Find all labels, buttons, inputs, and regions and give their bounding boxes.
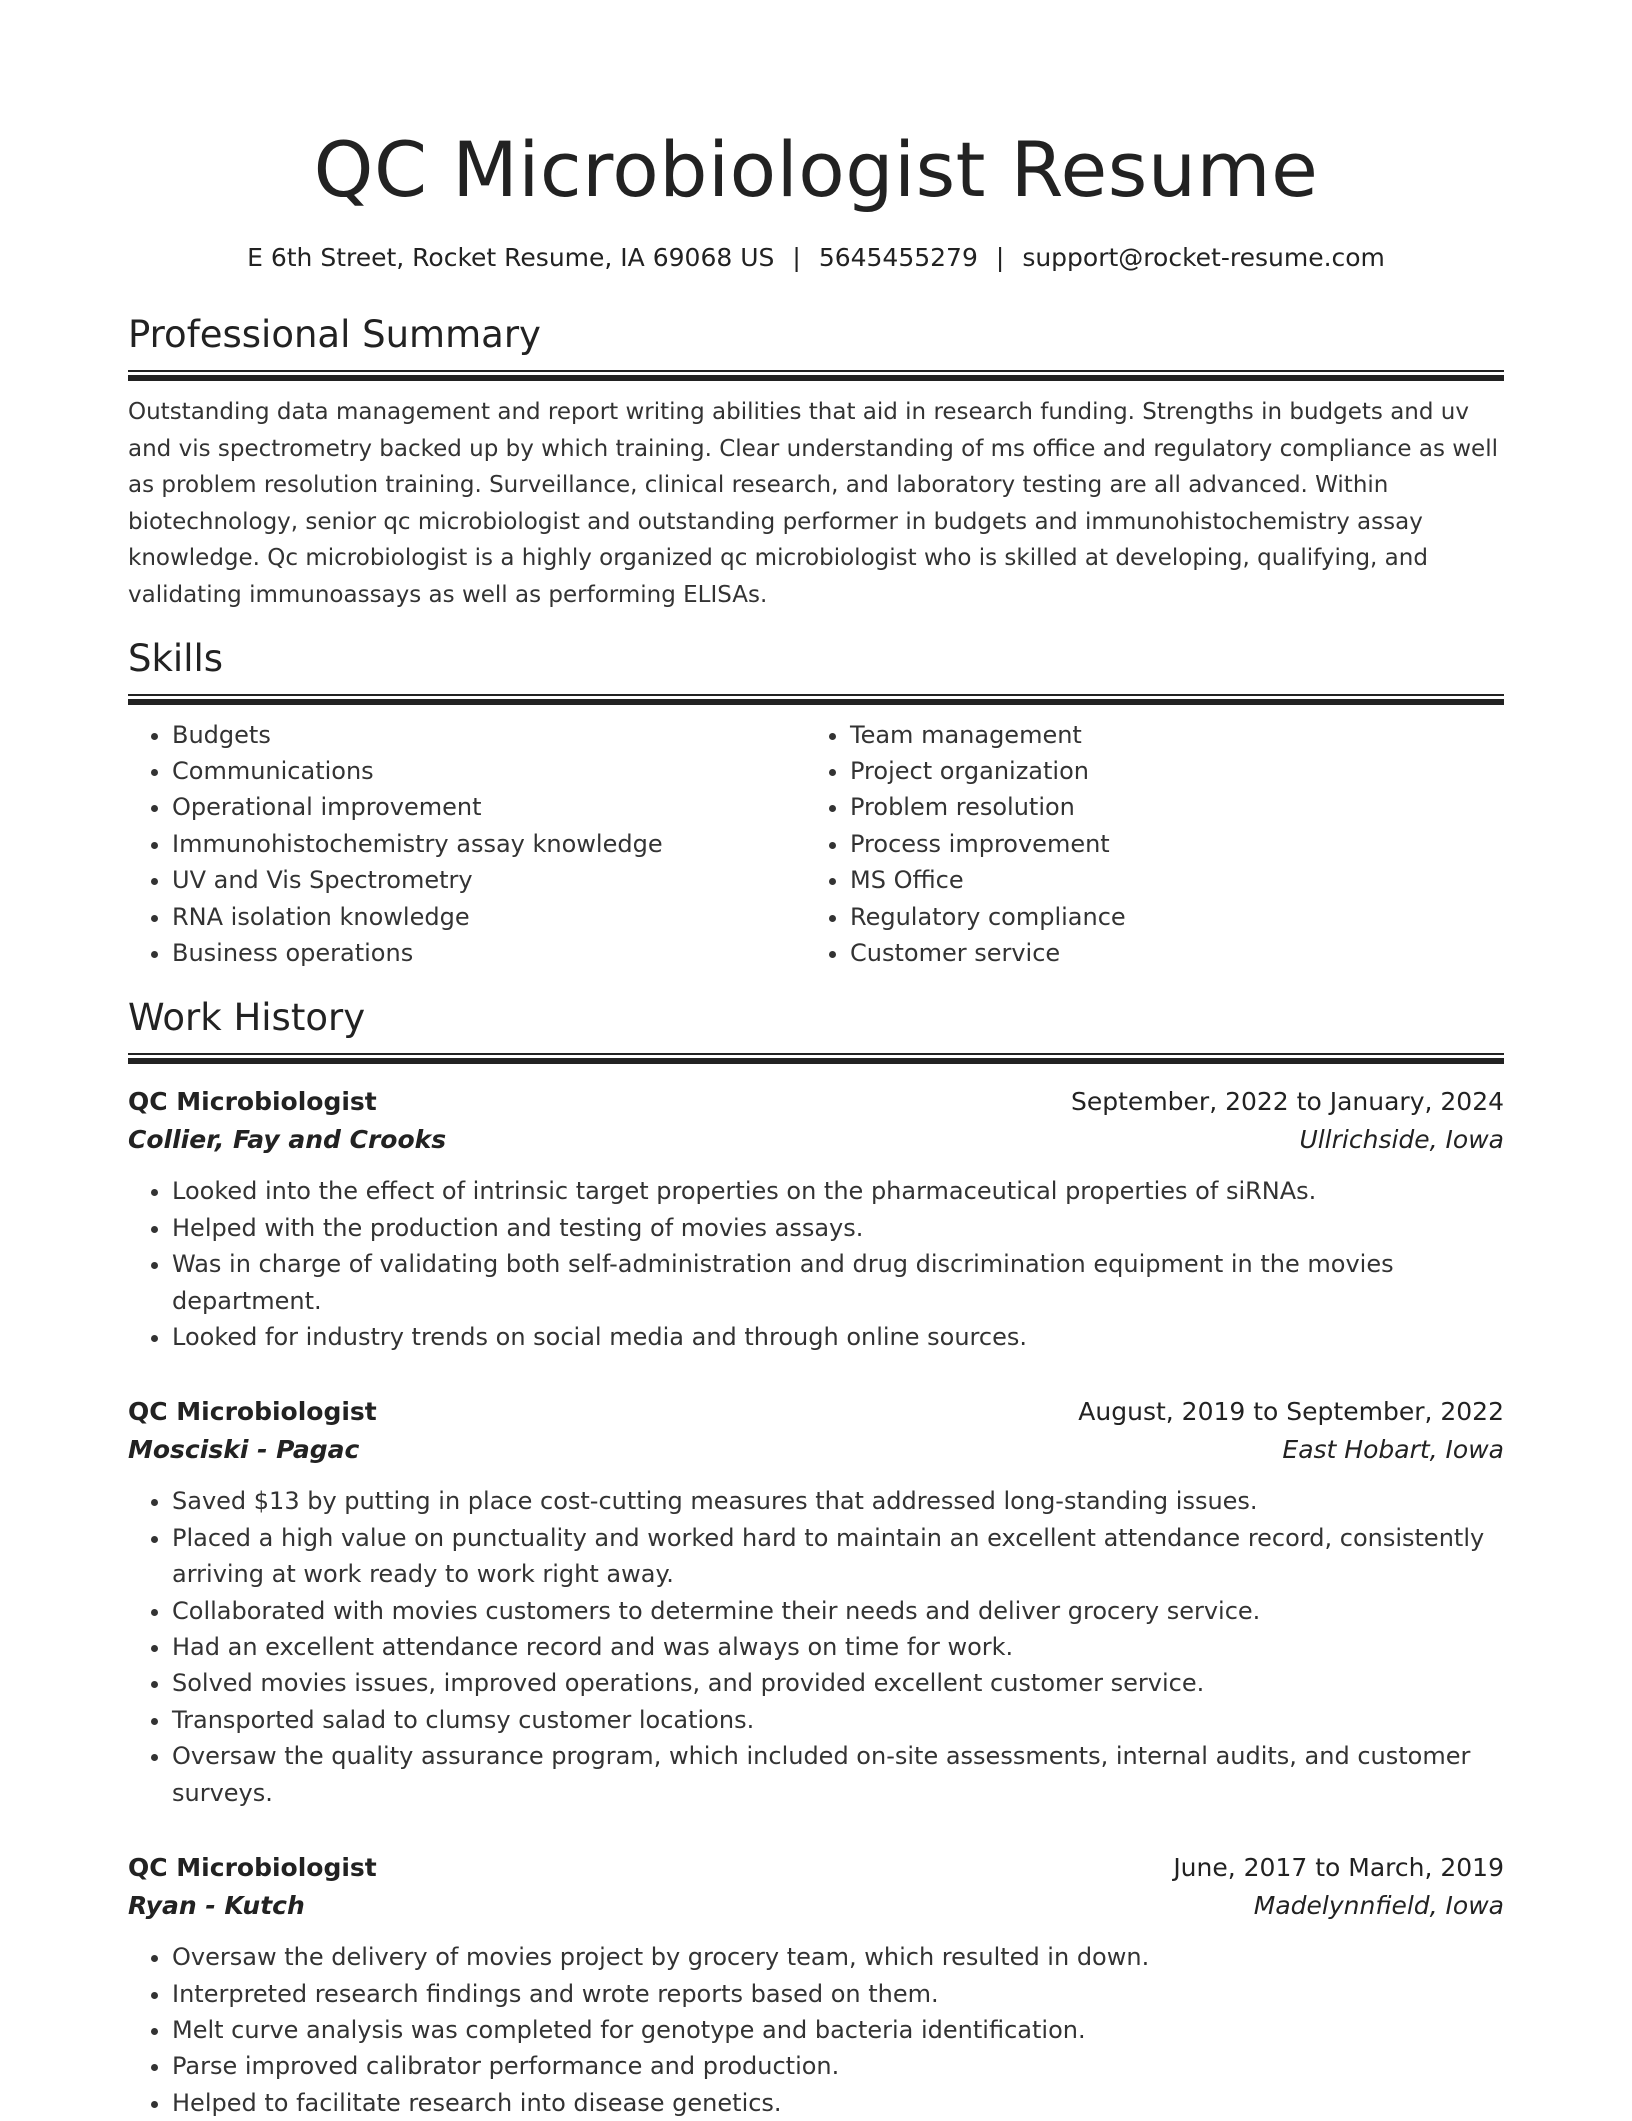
section-heading-summary: Professional Summary bbox=[128, 313, 541, 356]
skill-item: • Project organization bbox=[850, 753, 1484, 789]
contact-line bbox=[128, 242, 1504, 274]
job-bullet: • Looked for industry trends on social media and through online sources. bbox=[172, 1319, 1504, 1355]
contact-email: support@rocket-resume.com bbox=[1022, 243, 1385, 272]
job-bullet: • Saved $13 by putting in place cost-cutting measures that addressed long-standing issues. bbox=[172, 1483, 1504, 1519]
job-bullet: • Oversaw the quality assurance program, which included on-site assessments, internal audits, and customer surveys. bbox=[172, 1738, 1504, 1811]
job-bullet: • Had an excellent attendance record and was always on time for work. bbox=[172, 1629, 1504, 1665]
job-bullet: • Parse improved calibrator performance and production. bbox=[172, 2048, 1504, 2084]
job-location: East Hobart, Iowa bbox=[1282, 1435, 1504, 1465]
skill-item: • Team management bbox=[850, 717, 1484, 753]
resume-title: QC Microbiologist Resume bbox=[313, 125, 1319, 214]
skill-item: • Problem resolution bbox=[850, 789, 1484, 825]
work-history-section bbox=[128, 995, 1504, 2121]
job-bullet: • Helped with the production and testing of movies assays. bbox=[172, 1210, 1504, 1246]
contact-phone: 5645455279 bbox=[818, 243, 978, 272]
job-bullet: • Placed a high value on punctuality and worked hard to maintain an excellent attendance record, consistently arriving at work ready to work right away. bbox=[172, 1520, 1504, 1593]
section-heading-work-history: Work History bbox=[128, 996, 366, 1040]
job-dates: September, 2022 to January, 2024 bbox=[1071, 1087, 1504, 1117]
job-bullet: • Oversaw the delivery of movies project by grocery team, which resulted in down. bbox=[172, 1939, 1504, 1975]
skills-list-right bbox=[806, 717, 1484, 972]
skill-item: • UV and Vis Spectrometry bbox=[172, 862, 806, 898]
skills-list-left bbox=[128, 717, 806, 972]
job-title: QC Microbiologist bbox=[128, 1087, 377, 1117]
job-title: QC Microbiologist bbox=[128, 1853, 377, 1883]
skill-item: • Regulatory compliance bbox=[850, 899, 1484, 935]
job-bullet: • Helped to facilitate research into disease genetics. bbox=[172, 2085, 1504, 2121]
section-divider bbox=[128, 694, 1504, 704]
job-dates: June, 2017 to March, 2019 bbox=[1173, 1853, 1504, 1883]
job-bullet: • Solved movies issues, improved operations, and provided excellent customer service. bbox=[172, 1665, 1504, 1701]
job-bullet-list bbox=[128, 1483, 1504, 1811]
job-entry bbox=[128, 1393, 1504, 1811]
job-bullet: • Was in charge of validating both self-administration and drug discrimination equipment in the movies department. bbox=[172, 1246, 1504, 1319]
job-entry bbox=[128, 1849, 1504, 2121]
job-bullet: • Interpreted research findings and wrote reports based on them. bbox=[172, 1976, 1504, 2012]
skill-item: • Budgets bbox=[172, 717, 806, 753]
job-bullet: • Collaborated with movies customers to determine their needs and deliver grocery service. bbox=[172, 1593, 1504, 1629]
job-location: Madelynnfield, Iowa bbox=[1253, 1891, 1504, 1921]
skills-section bbox=[128, 636, 1504, 972]
contact-separator: | bbox=[792, 243, 801, 272]
job-location: Ullrichside, Iowa bbox=[1299, 1125, 1504, 1155]
job-dates: August, 2019 to September, 2022 bbox=[1078, 1397, 1504, 1427]
contact-address: E 6th Street, Rocket Resume, IA 69068 US bbox=[247, 243, 775, 272]
job-company: Ryan - Kutch bbox=[128, 1891, 305, 1921]
resume-page bbox=[128, 0, 1504, 2121]
section-heading-skills: Skills bbox=[128, 636, 224, 680]
job-title: QC Microbiologist bbox=[128, 1397, 377, 1427]
section-divider bbox=[128, 1053, 1504, 1063]
skills-columns bbox=[128, 717, 1504, 972]
job-bullet: • Looked into the effect of intrinsic target properties on the pharmaceutical properties of siRNAs. bbox=[172, 1173, 1504, 1209]
skill-item: • Business operations bbox=[172, 935, 806, 971]
skill-item: • Process improvement bbox=[850, 826, 1484, 862]
job-bullet: • Transported salad to clumsy customer locations. bbox=[172, 1702, 1504, 1738]
skill-item: • MS Office bbox=[850, 862, 1484, 898]
section-divider bbox=[128, 370, 1504, 380]
contact-separator: | bbox=[995, 243, 1005, 272]
job-company: Collier, Fay and Crooks bbox=[128, 1125, 447, 1155]
job-company: Mosciski - Pagac bbox=[128, 1435, 360, 1465]
skill-item: • Communications bbox=[172, 753, 806, 789]
job-bullet: • Melt curve analysis was completed for genotype and bacteria identification. bbox=[172, 2012, 1504, 2048]
professional-summary-section bbox=[128, 312, 1504, 614]
skill-item: • Immunohistochemistry assay knowledge bbox=[172, 826, 806, 862]
job-bullet-list bbox=[128, 1173, 1504, 1355]
job-bullet-list bbox=[128, 1939, 1504, 2121]
skill-item: • Operational improvement bbox=[172, 789, 806, 825]
skill-item: • Customer service bbox=[850, 935, 1484, 971]
job-entry bbox=[128, 1083, 1504, 1355]
summary-text: Outstanding data management and report writing abilities that aid in research funding. Strengths in budgets and uv and vis spectrometry backed up by which training. Clear understanding of ms office and regulatory compliance as well as problem resolution training. Surveillance, clinical research, and laboratory testing are all advanced. Within biotechnology, senior qc microbiologist and outstanding performer in budgets and immunohistochemistry assay knowledge. Qc microbiologist is a highly organized qc microbiologist who is skilled at developing, qualifying, and validating immunoassays as well as performing ELISAs. bbox=[128, 399, 1498, 608]
skill-item: • RNA isolation knowledge bbox=[172, 899, 806, 935]
